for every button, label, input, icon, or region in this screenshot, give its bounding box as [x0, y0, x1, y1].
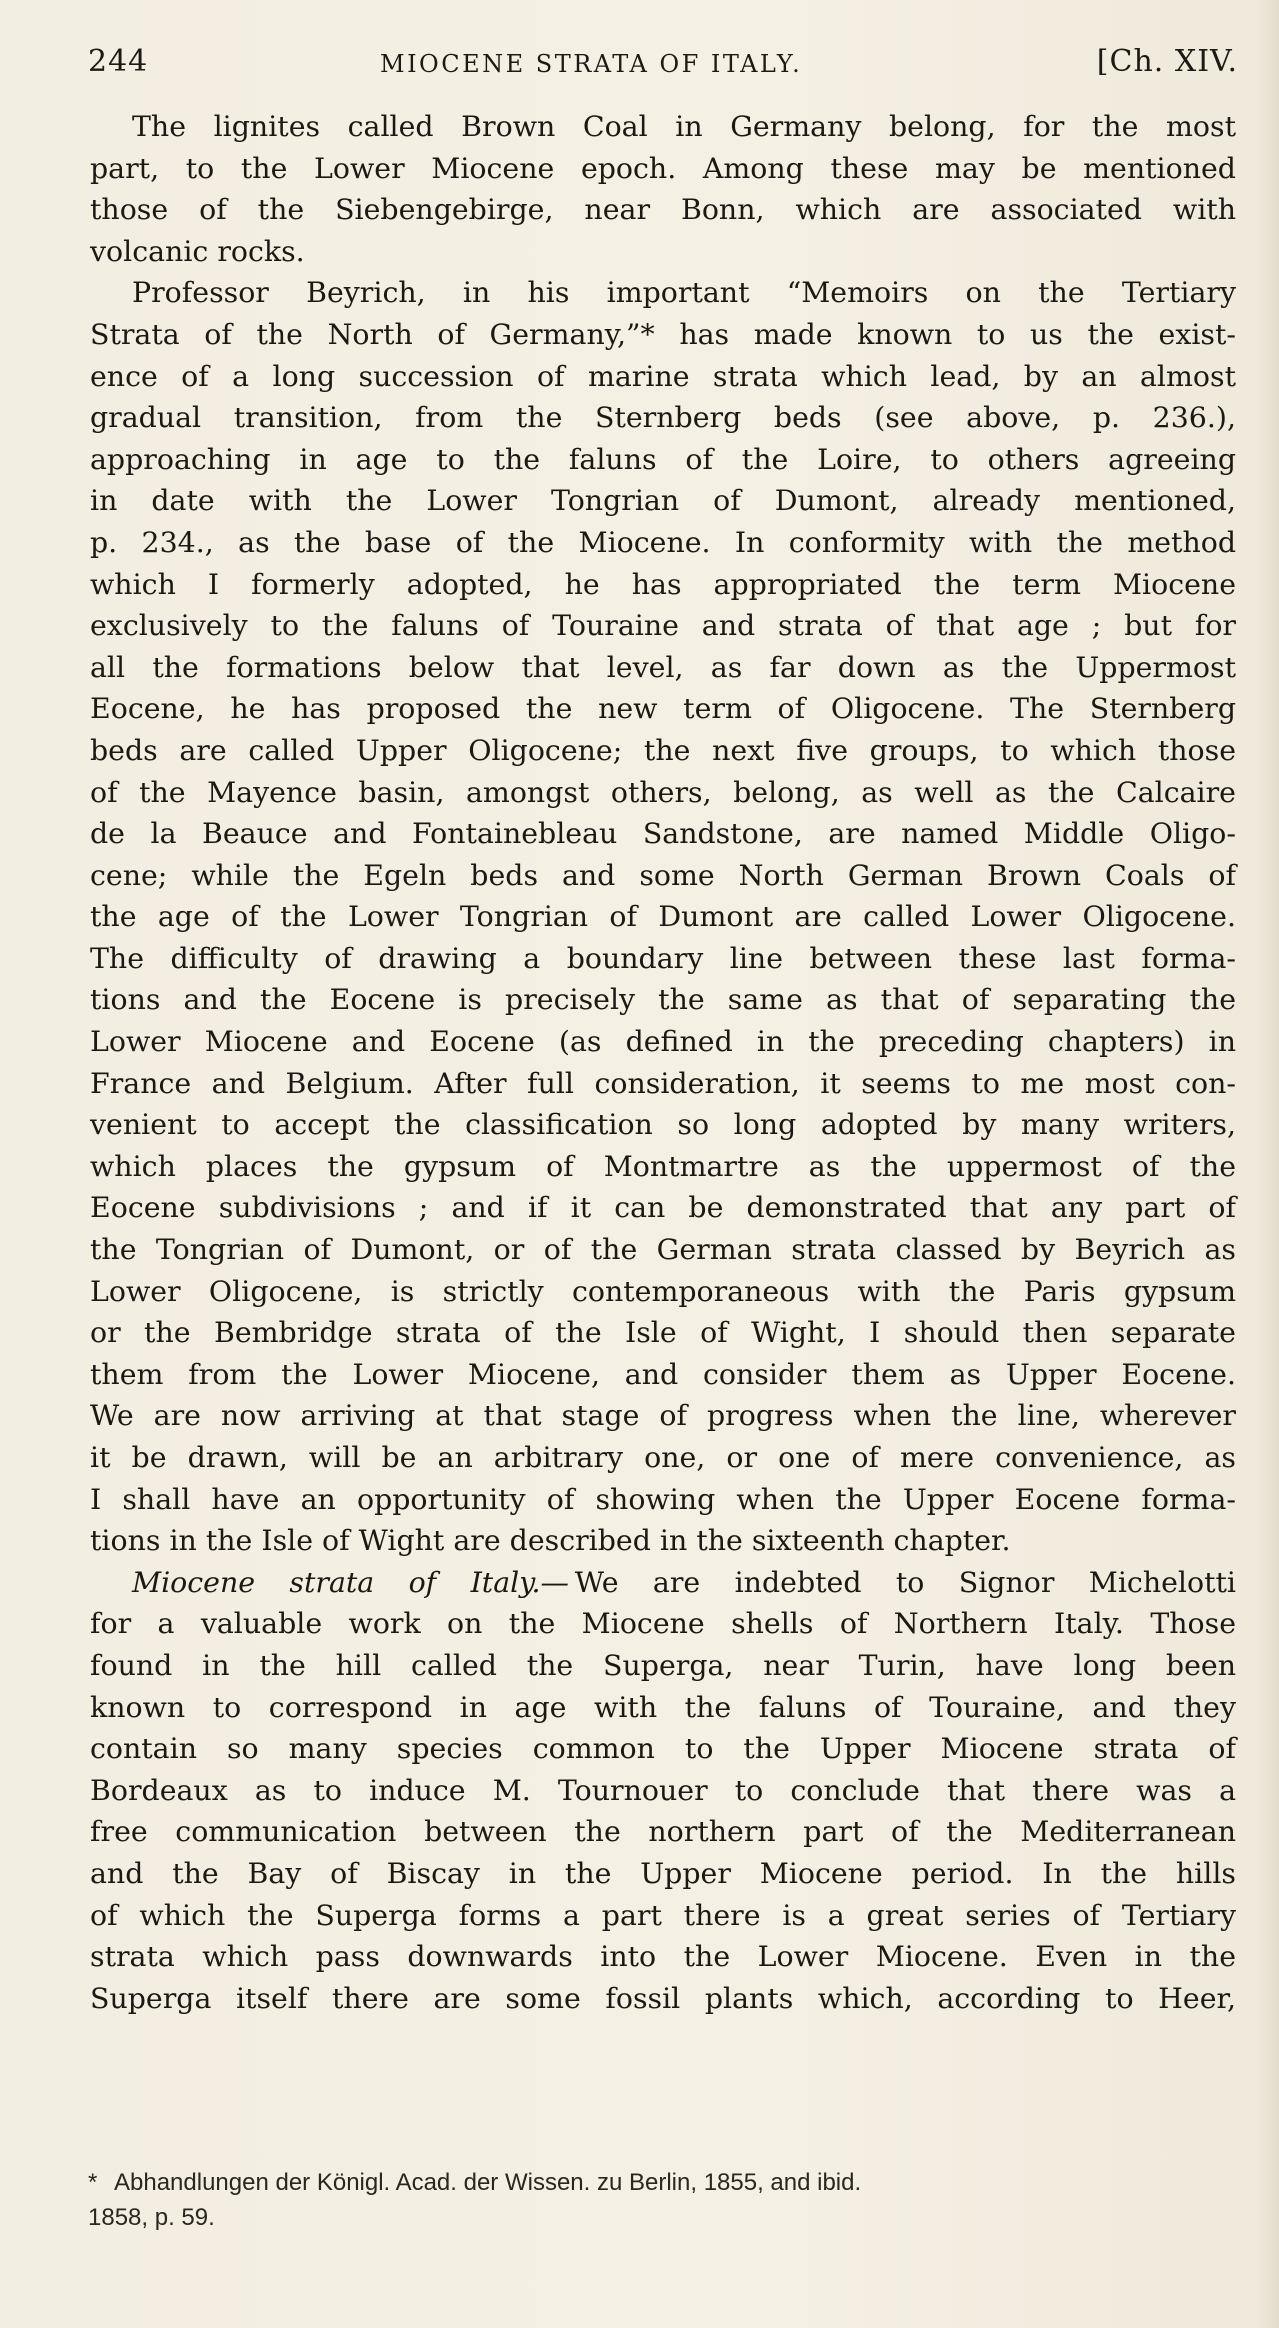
text-line: p. 234., as the base of the Miocene. In conformity with the method [90, 525, 1236, 559]
text-line: known to correspond in age with the faluns of Touraine, and they [90, 1690, 1236, 1724]
text-line: and the Bay of Biscay in the Upper Miocene period. In the hills [90, 1856, 1236, 1890]
text-line: which I formerly adopted, he has appropriated the term Miocene [90, 567, 1236, 601]
footnote [88, 2165, 1236, 2235]
text-line: cene; while the Egeln beds and some North German Brown Coals of [90, 858, 1236, 892]
section-start-line [90, 1562, 1236, 1604]
page-edge-shadow [1257, 0, 1279, 2328]
text-line: found in the hill called the Superga, near Turin, have long been [90, 1648, 1236, 1682]
text-line: Bordeaux as to induce M. Tournouer to conclude that there was a [90, 1773, 1236, 1807]
text-line: exclusively to the faluns of Touraine and strata of that age ; but for [90, 609, 1236, 643]
section-heading-italy: Miocene strata of Italy.— [132, 1565, 569, 1599]
text-line: the Tongrian of Dumont, or of the German strata classed by Beyrich as [90, 1233, 1236, 1267]
text-line: We are now arriving at that stage of progress when the line, wherever [90, 1399, 1236, 1433]
footnote-text: Abhandlungen der Königl. Acad. der Wissen. zu Berlin, 1855, and ibid. [114, 2169, 862, 2196]
text-line: or the Bembridge strata of the Isle of Wight, I should then separate [90, 1316, 1236, 1350]
text-line: The lignites called Brown Coal in Germany belong, for the most [132, 110, 1236, 143]
text-line: Eocene subdivisions ; and if it can be demonstrated that any part of [90, 1191, 1236, 1225]
text-line: Professor Beyrich, in his important “Memoirs on the Tertiary [132, 276, 1236, 310]
running-title: MIOCENE STRATA OF ITALY. [380, 50, 803, 78]
text-line: in date with the Lower Tongrian of Dumont, already mentioned, [90, 484, 1236, 518]
text-line: strata which pass downwards into the Lower Miocene. Even in the [90, 1940, 1236, 1974]
text-line: Strata of the North of Germany,”* has made known to us the exist- [90, 317, 1236, 351]
text-line: I shall have an opportunity of showing when the Upper Eocene forma- [90, 1482, 1236, 1516]
footnote-line [88, 2165, 1236, 2200]
footnote-line: 1858, p. 59. [88, 2204, 215, 2231]
text-line: approaching in age to the faluns of the Loire, to others agreeing [90, 442, 1236, 476]
text-line: Lower Oligocene, is strictly contemporaneous with the Paris gypsum [90, 1274, 1236, 1308]
text-line: We are indebted to Signor Michelotti [574, 1565, 1236, 1599]
text-line: part, to the Lower Miocene epoch. Among these may be mentioned [90, 151, 1236, 185]
body-text [90, 106, 1236, 2019]
text-line: The difficulty of drawing a boundary line between these last forma- [90, 941, 1236, 975]
text-line: France and Belgium. After full consideration, it seems to me most con- [90, 1066, 1236, 1100]
page-number: 244 [88, 44, 149, 79]
text-line: venient to accept the classification so long adopted by many writers, [90, 1108, 1236, 1142]
chapter-reference: [Ch. XIV. [1096, 44, 1238, 79]
text-line: those of the Siebengebirge, near Bonn, which are associated with [90, 193, 1236, 227]
text-line: de la Beauce and Fontainebleau Sandstone, are named Middle Oligo- [90, 817, 1236, 851]
text-line: gradual transition, from the Sternberg beds (see above, p. 236.), [90, 401, 1236, 435]
text-line: for a valuable work on the Miocene shells of Northern Italy. Those [90, 1607, 1236, 1641]
text-line: of the Mayence basin, amongst others, belong, as well as the Calcaire [90, 775, 1236, 809]
text-line: them from the Lower Miocene, and consider them as Upper Eocene. [90, 1357, 1236, 1391]
text-line: Lower Miocene and Eocene (as defined in the preceding chapters) in [90, 1025, 1236, 1059]
text-line: all the formations below that level, as far down as the Uppermost [90, 650, 1236, 684]
text-line: of which the Superga forms a part there is a great series of Tertiary [90, 1898, 1236, 1932]
text-line: it be drawn, will be an arbitrary one, or one of mere convenience, as [90, 1441, 1236, 1474]
text-line: contain so many species common to the Upper Miocene strata of [90, 1732, 1236, 1766]
text-line: Eocene, he has proposed the new term of Oligocene. The Sternberg [90, 692, 1236, 726]
page-header [88, 44, 1238, 92]
text-line: the age of the Lower Tongrian of Dumont are called Lower Oligocene. [90, 900, 1236, 934]
text-line: which places the gypsum of Montmartre as the uppermost of the [90, 1149, 1236, 1183]
text-line: tions and the Eocene is precisely the same as that of separating the [90, 983, 1236, 1017]
text-line: volcanic rocks. [90, 234, 305, 268]
text-line: Superga itself there are some fossil plants which, according to Heer, [90, 1981, 1236, 2015]
footnote-marker: * [88, 2169, 98, 2196]
text-line: ence of a long succession of marine strata which lead, by an almost [90, 359, 1236, 393]
text-line: free communication between the northern part of the Mediterranean [90, 1815, 1236, 1849]
text-line: beds are called Upper Oligocene; the next five groups, to which those [90, 733, 1236, 767]
text-line: tions in the Isle of Wight are described in the sixteenth chapter. [90, 1524, 1011, 1558]
